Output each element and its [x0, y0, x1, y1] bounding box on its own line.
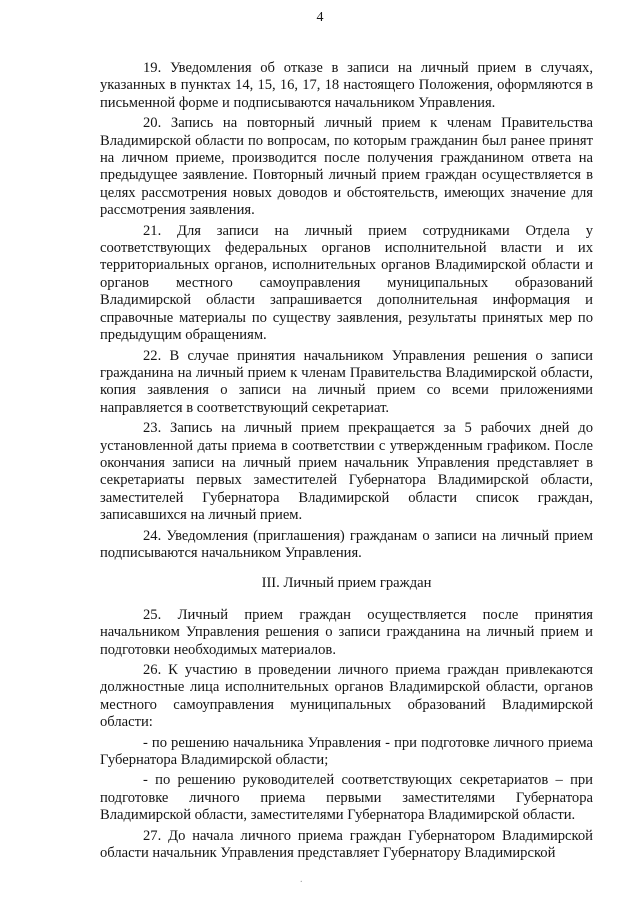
- footer-mark: .: [300, 874, 303, 885]
- list-item: - по решению начальника Управления - при подготовке личного приема Губернатора Владимирской области;: [100, 734, 593, 769]
- paragraph-27: 27. До начала личного приема граждан Губернатором Владимирской области начальник Управления представляет Губернатору Владимирской: [100, 827, 593, 862]
- paragraph-24: 24. Уведомления (приглашения) гражданам о записи на личный прием подписываются начальником Управления.: [100, 527, 593, 561]
- paragraph-19: 19. Уведомления об отказе в записи на личный прием в случаях, указанных в пунктах 14, 15, 16, 17, 18 настоящего Положения, оформляются в письменной форме и подписываются начальником Управления.: [100, 60, 593, 111]
- paragraph-21: 21. Для записи на личный прием сотрудниками Отдела у соответствующих федеральных органов исполнительной власти и их территориальных органов, исполнительных органов Владимирской области и органов местного самоуправления муниципальных образований Владимирской области запрашивается дополнительная информация и справочные материалы по существу заявления, результаты принятых мер по предыдущим обращениям.: [100, 222, 593, 344]
- paragraph-20: 20. Запись на повторный личный прием к членам Правительства Владимирской области по вопросам, по которым гражданин был ранее принят на личном приеме, производится после получения гражданином ответа на предыдущее заявление. Повторный личный прием граждан осуществляется в целях рассмотрения новых доводов и обстоятельств, имеющих значение для рассмотрения заявления.: [100, 115, 593, 219]
- paragraph-22: 22. В случае принятия начальником Управления решения о записи гражданина на личный прием к членам Правительства Владимирской области, копия заявления о записи на личный прием со всеми приложениями направляется в соответствующий секретариат.: [100, 347, 593, 416]
- paragraph-26: 26. К участию в проведении личного приема граждан привлекаются должностные лица исполнительных органов Владимирской области, органов местного самоуправления муниципальных образований Владимирской области:: [100, 662, 593, 731]
- list-item: - по решению руководителей соответствующих секретариатов – при подготовке личного приема первыми заместителями Губернатора Владимирской области, заместителями Губернатора Владимирской области.: [100, 772, 593, 824]
- paragraph-23: 23. Запись на личный прием прекращается за 5 рабочих дней до установленной даты приема в соответствии с утвержденным графиком. После окончания записи на личный прием начальник Управления представляет в секретариаты первых заместителей Губернатора Владимирской области, заместителей Губернатора Владимирской области список граждан, записавшихся на личный прием.: [100, 420, 593, 524]
- page-number: 4: [316, 10, 324, 25]
- document-body: [100, 60, 593, 865]
- section-heading: III. Личный прием граждан: [261, 575, 432, 592]
- paragraph-25: 25. Личный прием граждан осуществляется после принятия начальником Управления решения о записи гражданина на личный прием и подготовки необходимых материалов.: [100, 606, 593, 658]
